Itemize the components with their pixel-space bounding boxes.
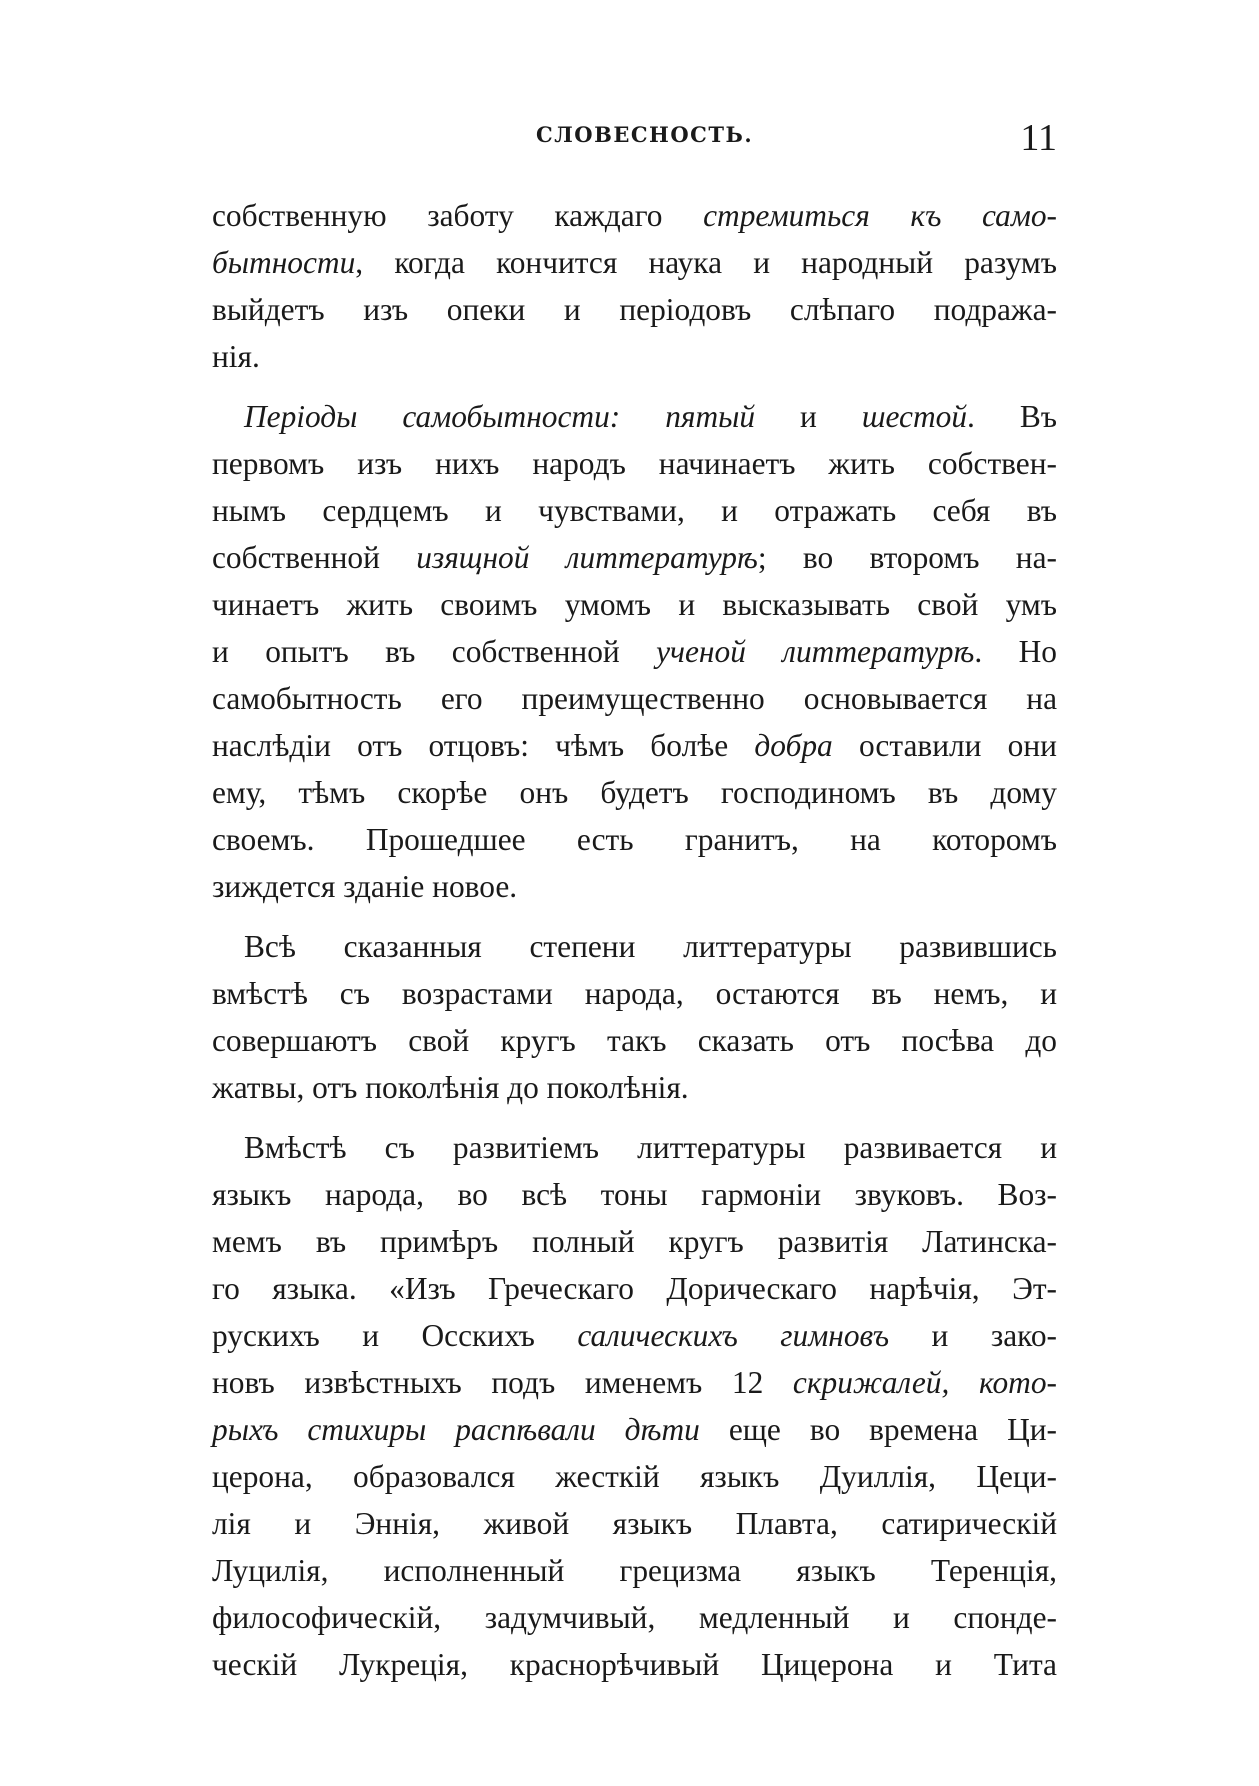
text-run: совершаютъ свой кругъ такъ сказать отъ посѣва до bbox=[212, 1023, 1057, 1058]
text-line bbox=[212, 1547, 1057, 1594]
text-run: и зако- bbox=[889, 1318, 1057, 1353]
text-line bbox=[212, 1312, 1057, 1359]
text-line bbox=[212, 970, 1057, 1017]
text-line bbox=[212, 581, 1057, 628]
text-line bbox=[212, 1265, 1057, 1312]
text-run: своемъ. Прошедшее есть гранитъ, на которомъ bbox=[212, 822, 1057, 857]
text-run: и опытъ въ собственной bbox=[212, 634, 657, 669]
text-line bbox=[212, 1124, 1057, 1171]
text-line bbox=[212, 1406, 1057, 1453]
text-run: вмѣстѣ съ возрастами народа, остаются въ немъ, и bbox=[212, 976, 1057, 1011]
italic-run: рыхъ стихиры распѣвали дѣти bbox=[212, 1412, 700, 1447]
text-run: собственной bbox=[212, 540, 417, 575]
body-text bbox=[212, 192, 1057, 1701]
italic-run: ученой литтературѣ bbox=[656, 634, 975, 669]
text-line bbox=[212, 1064, 1057, 1111]
text-line bbox=[212, 1218, 1057, 1265]
text-run: го языка. «Изъ Греческаго Дорическаго нарѣчія, Эт- bbox=[212, 1271, 1057, 1306]
italic-run: шестой bbox=[861, 399, 968, 434]
text-run: рускихъ и Осскихъ bbox=[212, 1318, 578, 1353]
text-run: и bbox=[755, 399, 862, 434]
text-run: ему, тѣмъ скорѣе онъ будетъ господиномъ въ дому bbox=[212, 775, 1057, 810]
text-run: лія и Эннія, живой языкъ Плавта, сатирическій bbox=[212, 1506, 1057, 1541]
text-run: Луцилія, исполненный грецизма языкъ Теренція, bbox=[212, 1553, 1057, 1588]
text-line bbox=[212, 1500, 1057, 1547]
italic-run: скрижалей, кото- bbox=[792, 1365, 1057, 1400]
paragraph bbox=[212, 192, 1057, 380]
paragraph bbox=[212, 923, 1057, 1111]
text-line bbox=[212, 286, 1057, 333]
text-run: оставили они bbox=[832, 728, 1057, 763]
text-line bbox=[212, 333, 1057, 380]
text-line bbox=[212, 1017, 1057, 1064]
text-line bbox=[212, 1359, 1057, 1406]
italic-run: Періоды самобытности: пятый bbox=[244, 399, 756, 434]
text-run: Вмѣстѣ съ развитіемъ литтературы развивается и bbox=[244, 1130, 1057, 1165]
italic-run: бытности bbox=[212, 245, 356, 280]
text-line bbox=[212, 816, 1057, 863]
text-line bbox=[212, 863, 1057, 910]
text-run: наслѣдіи отъ отцовъ: чѣмъ болѣе bbox=[212, 728, 755, 763]
text-run: мемъ въ примѣръ полный кругъ развитія Латинска- bbox=[212, 1224, 1057, 1259]
text-line bbox=[212, 393, 1057, 440]
text-run: церона, образовался жесткій языкъ Дуиллія, Цеци- bbox=[212, 1459, 1057, 1494]
text-run: чинаетъ жить своимъ умомъ и высказывать свой умъ bbox=[212, 587, 1057, 622]
text-line bbox=[212, 1453, 1057, 1500]
text-run: новъ извѣстныхъ подъ именемъ 12 bbox=[212, 1365, 793, 1400]
text-line bbox=[212, 534, 1057, 581]
text-run: самобытность его преимущественно основывается на bbox=[212, 681, 1057, 716]
text-run: ческій Лукреція, краснорѣчивый Цицерона и Тита bbox=[212, 1647, 1057, 1682]
text-run: философическій, задумчивый, медленный и спонде- bbox=[212, 1600, 1057, 1635]
text-run: зиждется зданіе новое. bbox=[212, 869, 518, 904]
text-line bbox=[212, 1171, 1057, 1218]
text-run: выйдетъ изъ опеки и періодовъ слѣпаго подража- bbox=[212, 292, 1057, 327]
text-run: языкъ народа, во всѣ тоны гармоніи звуковъ. Воз- bbox=[212, 1177, 1057, 1212]
text-run: еще во времена Ци- bbox=[699, 1412, 1057, 1447]
text-line bbox=[212, 1641, 1057, 1688]
text-line bbox=[212, 722, 1057, 769]
italic-run: стремиться къ само- bbox=[703, 198, 1058, 233]
text-line bbox=[212, 675, 1057, 722]
italic-run: салическихъ гимновъ bbox=[577, 1318, 890, 1353]
text-line bbox=[212, 769, 1057, 816]
text-line bbox=[212, 628, 1057, 675]
text-line bbox=[212, 1594, 1057, 1641]
text-line bbox=[212, 239, 1057, 286]
text-run: . Въ bbox=[967, 399, 1057, 434]
running-head bbox=[212, 117, 1057, 162]
text-line bbox=[212, 192, 1057, 239]
text-line bbox=[212, 487, 1057, 534]
paragraph bbox=[212, 393, 1057, 910]
text-run: ; во второмъ на- bbox=[757, 540, 1057, 575]
text-run: нія. bbox=[212, 339, 260, 374]
text-line bbox=[212, 440, 1057, 487]
paragraph bbox=[212, 1124, 1057, 1688]
page-number: 11 bbox=[1020, 117, 1057, 159]
text-run: собственную заботу каждаго bbox=[212, 198, 704, 233]
text-run: Всѣ сказанныя степени литтературы развившись bbox=[244, 929, 1057, 964]
text-run: . Но bbox=[974, 634, 1057, 669]
italic-run: добра bbox=[754, 728, 833, 763]
text-line bbox=[212, 923, 1057, 970]
text-run: , когда кончится наука и народный разумъ bbox=[355, 245, 1057, 280]
text-run: нымъ сердцемъ и чувствами, и отражать себя въ bbox=[212, 493, 1057, 528]
running-title: СЛОВЕСНОСТЬ. bbox=[536, 122, 754, 147]
italic-run: изящной литтературѣ bbox=[416, 540, 758, 575]
text-run: жатвы, отъ поколѣнія до поколѣнія. bbox=[212, 1070, 689, 1105]
text-run: первомъ изъ нихъ народъ начинаетъ жить собствен- bbox=[212, 446, 1057, 481]
